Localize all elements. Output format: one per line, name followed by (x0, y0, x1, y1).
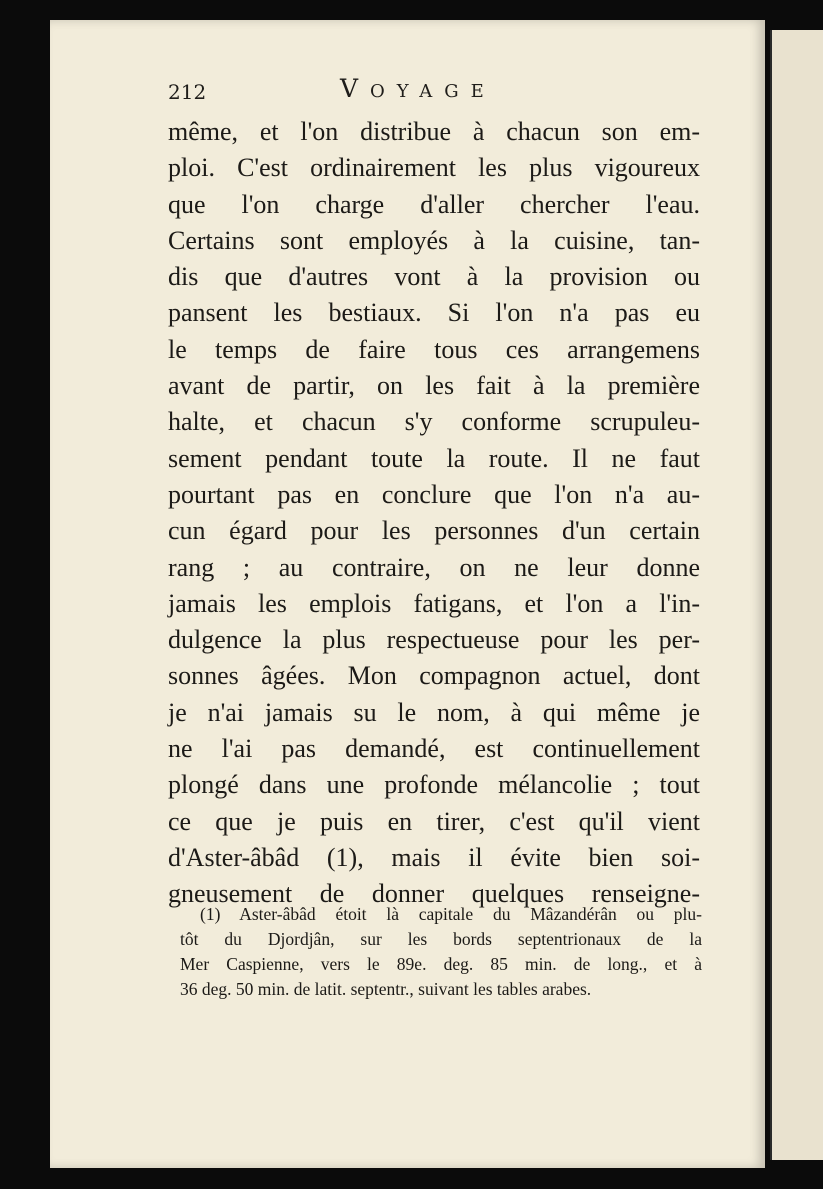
body-line: le temps de faire tous ces arrangemens (168, 334, 700, 364)
body-line: d'Aster-âbâd (1), mais il évite bien soi- (168, 842, 700, 872)
body-line: ne l'ai pas demandé, est continuellement (168, 734, 700, 764)
body-line: sonnes âgées. Mon compagnon actuel, dont (168, 661, 700, 691)
facing-page-edge (770, 30, 823, 1160)
body-line: ce que je puis en tirer, c'est qu'il vient (168, 806, 700, 836)
body-text (168, 114, 700, 913)
footnote-line: tôt du Djordjân, sur les bords septentrionaux de la (180, 929, 702, 949)
body-line: sement pendant toute la route. Il ne faut (168, 443, 700, 473)
body-line: cun égard pour les personnes d'un certain (168, 516, 700, 546)
footnote (180, 902, 702, 1002)
body-line: pansent les bestiaux. Si l'on n'a pas eu (168, 298, 700, 328)
body-line: halte, et chacun s'y conforme scrupuleu- (168, 407, 700, 437)
footnote-line: 36 deg. 50 min. de latit. septentr., suivant les tables arabes. (180, 979, 592, 999)
body-line: je n'ai jamais su le nom, à qui même je (168, 697, 700, 727)
body-line: gneusement de donner quelques renseigne- (168, 879, 700, 909)
running-title: Voyage (340, 74, 496, 103)
footnote-line: (1) Aster-âbâd étoit là capitale du Mâzandérân ou plu- (200, 904, 702, 924)
body-line: avant de partir, on les fait à la première (168, 371, 700, 401)
page-number: 212 (168, 80, 207, 104)
body-line: Certains sont employés à la cuisine, tan- (168, 225, 700, 255)
body-line: jamais les emplois fatigans, et l'on a l'in- (168, 588, 700, 618)
body-line: ploi. C'est ordinairement les plus vigoureux (168, 153, 700, 183)
body-line: dis que d'autres vont à la provision ou (168, 262, 700, 292)
body-line: pourtant pas en conclure que l'on n'a au- (168, 479, 700, 509)
body-line: même, et l'on distribue à chacun son em- (168, 117, 700, 146)
body-line: plongé dans une profonde mélancolie ; tout (168, 770, 700, 800)
footnote-line: Mer Caspienne, vers le 89e. deg. 85 min. de long., et à (180, 954, 702, 974)
body-line: dulgence la plus respectueuse pour les per- (168, 625, 700, 655)
running-head (168, 74, 708, 106)
body-line: que l'on charge d'aller chercher l'eau. (168, 189, 700, 219)
body-line: rang ; au contraire, on ne leur donne (168, 552, 700, 582)
